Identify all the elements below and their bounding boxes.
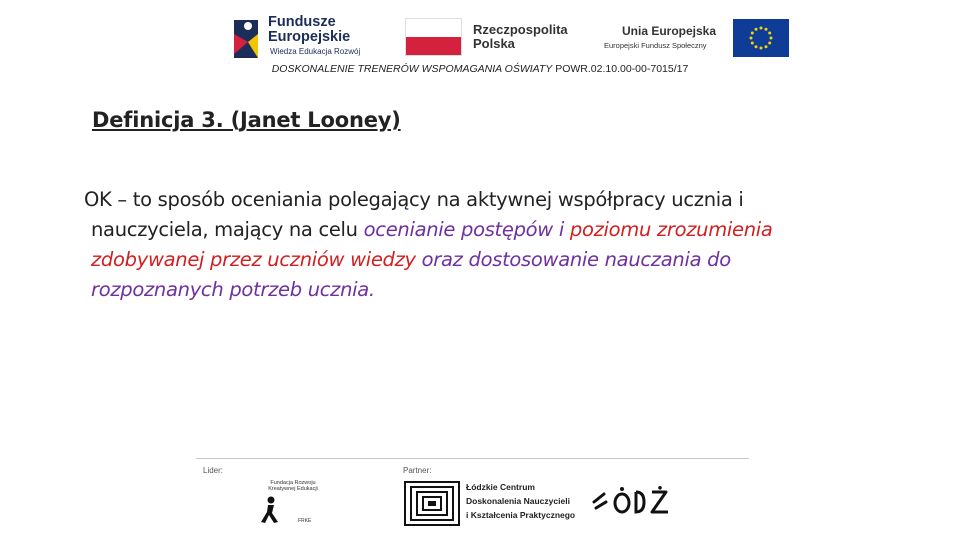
slide-heading: Definicja 3. (Janet Looney) <box>92 108 401 132</box>
definition-line-3 <box>84 245 914 275</box>
fe-emblem-icon <box>232 14 266 58</box>
definition-emphasis-purple: oraz dostosowanie nauczania do <box>415 248 731 271</box>
runner-figure-icon <box>260 496 282 524</box>
project-name: DOSKONALENIE TRENERÓW WSPOMAGANIA OŚWIATY <box>271 63 553 75</box>
partner-org-name <box>466 480 575 522</box>
project-title <box>0 63 960 75</box>
ldzn-logo-icon <box>404 481 460 526</box>
definition-emphasis-purple: ocenianie postępów i <box>363 218 570 241</box>
poland-flag-icon <box>405 18 462 56</box>
definition-line-4: rozpoznanych potrzeb ucznia. <box>91 278 375 301</box>
project-code: POWR.02.10.00-00-7015/17 <box>552 63 689 75</box>
definition-line-2 <box>84 215 914 245</box>
lider-org-name: Fundacja Rozwoju Kreatywnej Edukacji <box>268 480 318 492</box>
partner-org-line-1: Łódzkie Centrum <box>466 482 535 492</box>
fundusze-europejskie-logo <box>232 14 377 58</box>
lodz-city-logo <box>590 486 672 516</box>
rzeczpospolita-polska-label: Rzeczpospolita Polska <box>473 22 568 51</box>
footer-divider <box>196 458 749 459</box>
partner-org-line-2: Doskonalenia Nauczycieli <box>466 496 570 506</box>
definition-emphasis-red: zdobywanej przez uczniów wiedzy <box>91 248 416 271</box>
lider-logo <box>258 480 328 526</box>
definition-emphasis-red: poziomu zrozumienia <box>569 218 773 241</box>
partner-label: Partner: <box>403 466 432 475</box>
partner-org-line-3: i Kształcenia Praktycznego <box>466 510 576 520</box>
definition-line-1: OK – to sposób oceniania polegający na aktywnej współpracy ucznia i <box>84 188 744 211</box>
lider-mark: FRKE <box>298 518 312 524</box>
fe-title: Fundusze Europejskie <box>268 14 351 45</box>
ue-subtitle: Europejski Fundusz Społeczny <box>604 41 707 50</box>
eu-flag-icon <box>733 19 789 57</box>
ue-title: Unia Europejska <box>622 24 717 38</box>
lider-label: Lider: <box>203 466 224 475</box>
definition-text <box>84 185 914 305</box>
definition-text-plain: nauczyciela, mający na celu <box>91 218 364 241</box>
fe-subtitle: Wiedza Edukacja Rozwój <box>270 47 361 56</box>
